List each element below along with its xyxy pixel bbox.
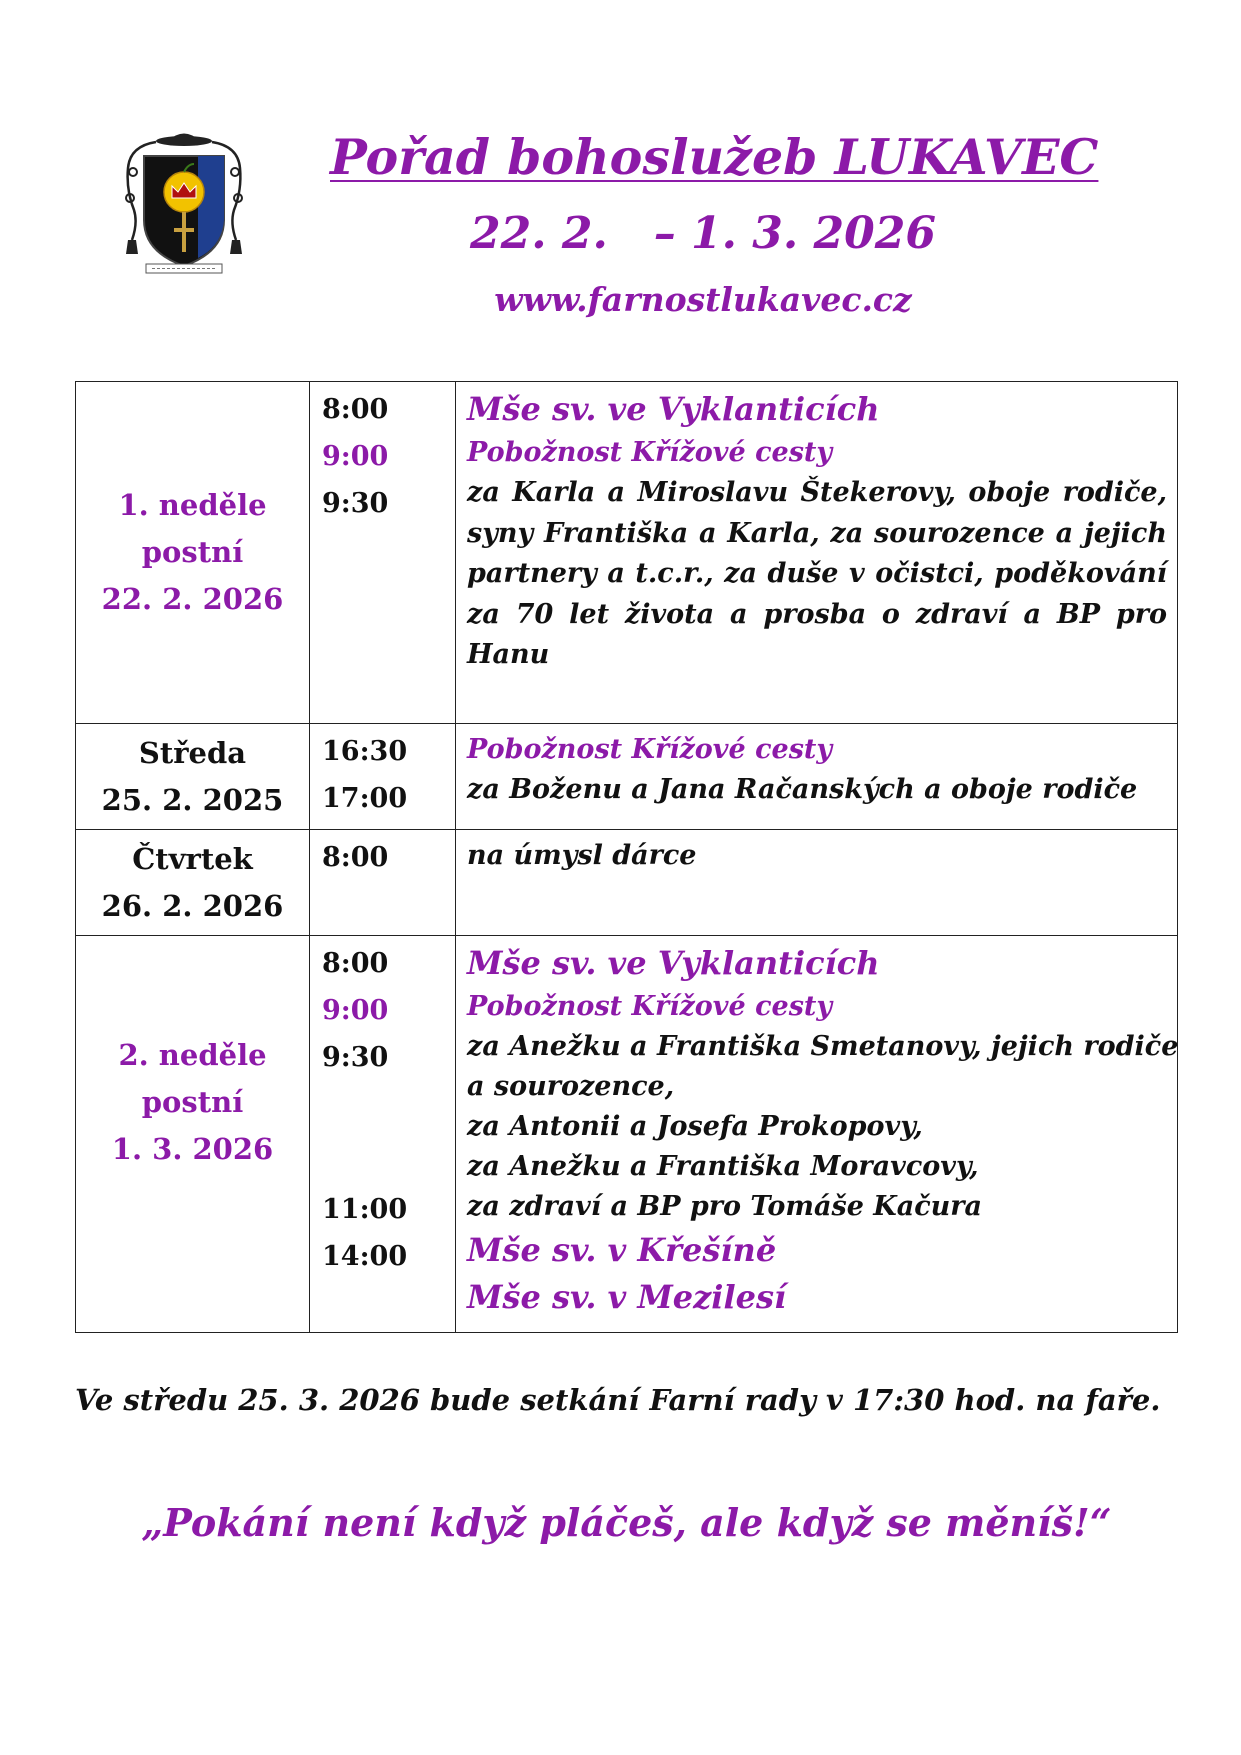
day-cell: 2. neděle postní 1. 3. 2026 — [76, 936, 310, 1333]
intention-text: za Boženu a Jana Račanských a oboje rodiče — [467, 774, 1138, 805]
event-title: Mše sv. v Mezilesí — [467, 1278, 787, 1316]
table-row — [76, 830, 1178, 936]
page-title: Pořad bohoslužeb LUKAVEC — [330, 128, 1099, 186]
intention-cell — [456, 724, 1178, 830]
event-title: Mše sv. v Křešíně — [467, 1231, 777, 1269]
intention-text: na úmysl dárce — [467, 840, 697, 871]
intention-text: za Karla a Miroslavu Štekerovy, oboje rodiče, syny Františka a Karla, za sourozence a jejich partnery a t.c.r., za duše v očistci, poděkování za 70 let života a prosba o zdraví a BP pro Hanu — [467, 477, 1167, 670]
time-cell: 8:00 — [310, 830, 456, 936]
intention-text: za Anežku a Františka Smetanovy, jejich rodiče — [467, 1031, 1179, 1062]
intention-text: za Anežku a Františka Moravcovy, — [467, 1151, 979, 1182]
time-cell: 8:00 9:00 9:30 — [310, 382, 456, 724]
intention-text: a sourozence, — [467, 1071, 675, 1102]
day-cell: Středa 25. 2. 2025 — [76, 724, 310, 830]
event-title: Pobožnost Křížové cesty — [467, 734, 833, 765]
intention-text: za Antonii a Josefa Prokopovy, — [467, 1111, 923, 1142]
intention-cell — [456, 830, 1178, 936]
date-range: 22. 2. – 1. 3. 2026 — [469, 208, 937, 259]
table-row — [76, 936, 1178, 1333]
time-cell: 16:30 17:00 — [310, 724, 456, 830]
time-cell: 8:00 9:00 9:30 11:00 14:00 — [310, 936, 456, 1333]
event-title: Mše sv. ve Vyklanticích — [467, 944, 880, 982]
announcement-note: Ve středu 25. 3. 2026 bude setkání Farní rady v 17:30 hod. na faře. — [75, 1383, 1161, 1417]
table-row — [76, 724, 1178, 830]
parish-coat-of-arms-icon — [118, 128, 250, 276]
intention-cell — [456, 936, 1178, 1333]
schedule-table — [75, 381, 1178, 1333]
day-cell: Čtvrtek 26. 2. 2026 — [76, 830, 310, 936]
intention-cell — [456, 382, 1178, 724]
event-title: Mše sv. ve Vyklanticích — [467, 390, 880, 428]
closing-quote: „Pokání není když pláčeš, ale když se měníš!“ — [141, 1500, 1112, 1545]
website-link[interactable]: www.farnostlukavec.cz — [494, 280, 912, 319]
intention-text: za zdraví a BP pro Tomáše Kačura — [467, 1191, 983, 1222]
table-row — [76, 382, 1178, 724]
day-cell: 1. neděle postní 22. 2. 2026 — [76, 382, 310, 724]
event-title: Pobožnost Křížové cesty — [467, 991, 833, 1022]
event-title: Pobožnost Křížové cesty — [467, 437, 833, 468]
